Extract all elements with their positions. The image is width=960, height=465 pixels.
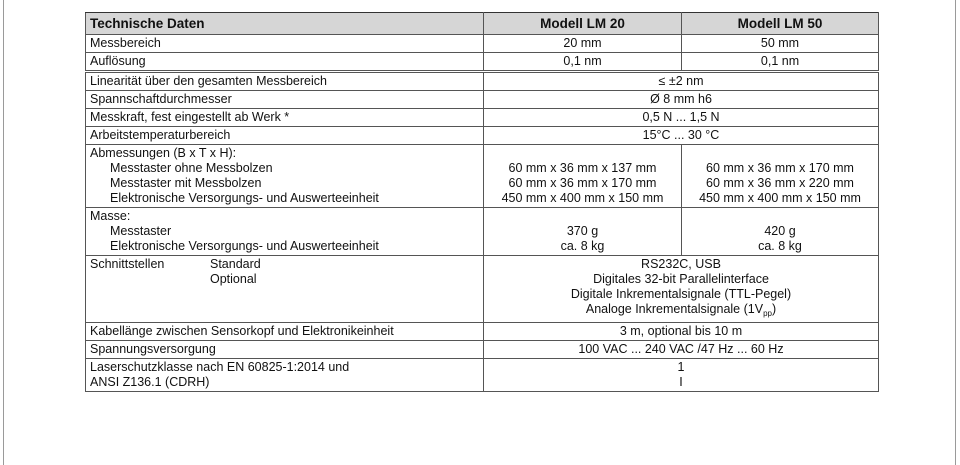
page-border-left	[3, 0, 4, 465]
technical-data-table	[85, 12, 879, 392]
row-label-aufloesung: Auflösung	[86, 53, 484, 72]
abmessungen-title: Abmessungen (B x T x H):	[90, 146, 237, 160]
schnittstellen-optional: Optional	[210, 272, 257, 286]
table-header-row	[86, 13, 879, 35]
abmessungen-lm20-2: 60 mm x 36 mm x 170 mm	[508, 176, 657, 190]
value-linearitaet: ≤ ±2 nm	[484, 72, 879, 91]
abmessungen-lm20-1: 60 mm x 36 mm x 137 mm	[508, 161, 657, 175]
row-label-masse	[86, 208, 484, 256]
row-label-messbereich: Messbereich	[86, 35, 484, 53]
value-abmessungen-lm50	[682, 145, 879, 208]
value-aufloesung-lm50: 0,1 nm	[682, 53, 879, 72]
laser-label-2: ANSI Z136.1 (CDRH)	[90, 375, 210, 389]
value-masse-lm20	[484, 208, 682, 256]
header-model-lm20: Modell LM 20	[484, 13, 682, 35]
table-row	[86, 91, 879, 109]
schnittstellen-v3: Digitale Inkrementalsignale (TTL-Pegel)	[570, 287, 792, 301]
row-label-laserschutz	[86, 359, 484, 392]
abmessungen-sub-mit-messbolzen: Messtaster mit Messbolzen	[110, 176, 262, 190]
table-row	[86, 109, 879, 127]
row-label-kabellaenge: Kabellänge zwischen Sensorkopf und Elektronikeinheit	[86, 323, 484, 341]
masse-lm20-2: ca. 8 kg	[560, 239, 605, 253]
table-row	[86, 208, 879, 256]
abmessungen-lm50-3: 450 mm x 400 mm x 150 mm	[699, 191, 861, 205]
abmessungen-lm20-3: 450 mm x 400 mm x 150 mm	[501, 191, 664, 205]
schnittstellen-title: Schnittstellen	[90, 257, 165, 271]
masse-lm50-1: 420 g	[764, 224, 796, 238]
value-schnittstellen	[484, 256, 879, 323]
value-abmessungen-lm20	[484, 145, 682, 208]
row-label-abmessungen	[86, 145, 484, 208]
page-border-right	[955, 0, 956, 465]
table-row	[86, 323, 879, 341]
value-messbereich-lm20: 20 mm	[484, 35, 682, 53]
masse-lm50-2: ca. 8 kg	[758, 239, 802, 253]
value-laserschutz	[484, 359, 879, 392]
row-label-arbeitstemperatur: Arbeitstemperaturbereich	[86, 127, 484, 145]
laser-label-1: Laserschutzklasse nach EN 60825-1:2014 und	[90, 360, 350, 374]
row-label-spannung: Spannungsversorgung	[86, 341, 484, 359]
abmessungen-lm50-1: 60 mm x 36 mm x 170 mm	[706, 161, 854, 175]
table-row	[86, 53, 879, 72]
abmessungen-sub-ohne-messbolzen: Messtaster ohne Messbolzen	[110, 161, 273, 175]
abmessungen-lm50-2: 60 mm x 36 mm x 220 mm	[706, 176, 854, 190]
schnittstellen-v2: Digitales 32-bit Parallelinterface	[593, 272, 769, 286]
value-aufloesung-lm20: 0,1 nm	[484, 53, 682, 72]
table-row	[86, 35, 879, 53]
table-row	[86, 72, 879, 91]
row-label-linearitaet: Linearität über den gesamten Messbereich	[86, 72, 484, 91]
row-label-spannschaft: Spannschaftdurchmesser	[86, 91, 484, 109]
masse-lm20-1: 370 g	[566, 224, 599, 238]
table-row	[86, 359, 879, 392]
laser-value-2: I	[679, 375, 683, 389]
laser-value-1: 1	[677, 360, 685, 374]
schnittstellen-v4: Analoge Inkrementalsignale $(1V_{pp})$	[585, 302, 777, 318]
value-kabellaenge: 3 m, optional bis 10 m	[484, 323, 879, 341]
table-row	[86, 145, 879, 208]
schnittstellen-v1: RS232C, USB	[641, 257, 721, 271]
table-row	[86, 341, 879, 359]
row-label-messkraft: Messkraft, fest eingestellt ab Werk *	[86, 109, 484, 127]
masse-sub-elektronik: Elektronische Versorgungs- und Auswerteeinheit	[110, 239, 379, 253]
abmessungen-sub-elektronik: Elektronische Versorgungs- und Auswerteeinheit	[110, 191, 379, 205]
value-arbeitstemperatur: 15°C ... 30 °C	[484, 127, 879, 145]
schnittstellen-standard: Standard	[210, 257, 261, 271]
row-label-schnittstellen	[86, 256, 484, 323]
value-spannung: 100 VAC ... 240 VAC /47 Hz ... 60 Hz	[484, 341, 879, 359]
table-row	[86, 256, 879, 323]
masse-sub-messtaster: Messtaster	[110, 224, 172, 238]
header-technische-daten: Technische Daten	[86, 13, 484, 35]
value-messbereich-lm50: 50 mm	[682, 35, 879, 53]
table-row	[86, 127, 879, 145]
value-masse-lm50	[682, 208, 879, 256]
masse-title: Masse:	[90, 209, 131, 223]
value-messkraft: 0,5 N ... 1,5 N	[484, 109, 879, 127]
value-spannschaft: Ø 8 mm h6	[484, 91, 879, 109]
header-model-lm50: Modell LM 50	[682, 13, 879, 35]
